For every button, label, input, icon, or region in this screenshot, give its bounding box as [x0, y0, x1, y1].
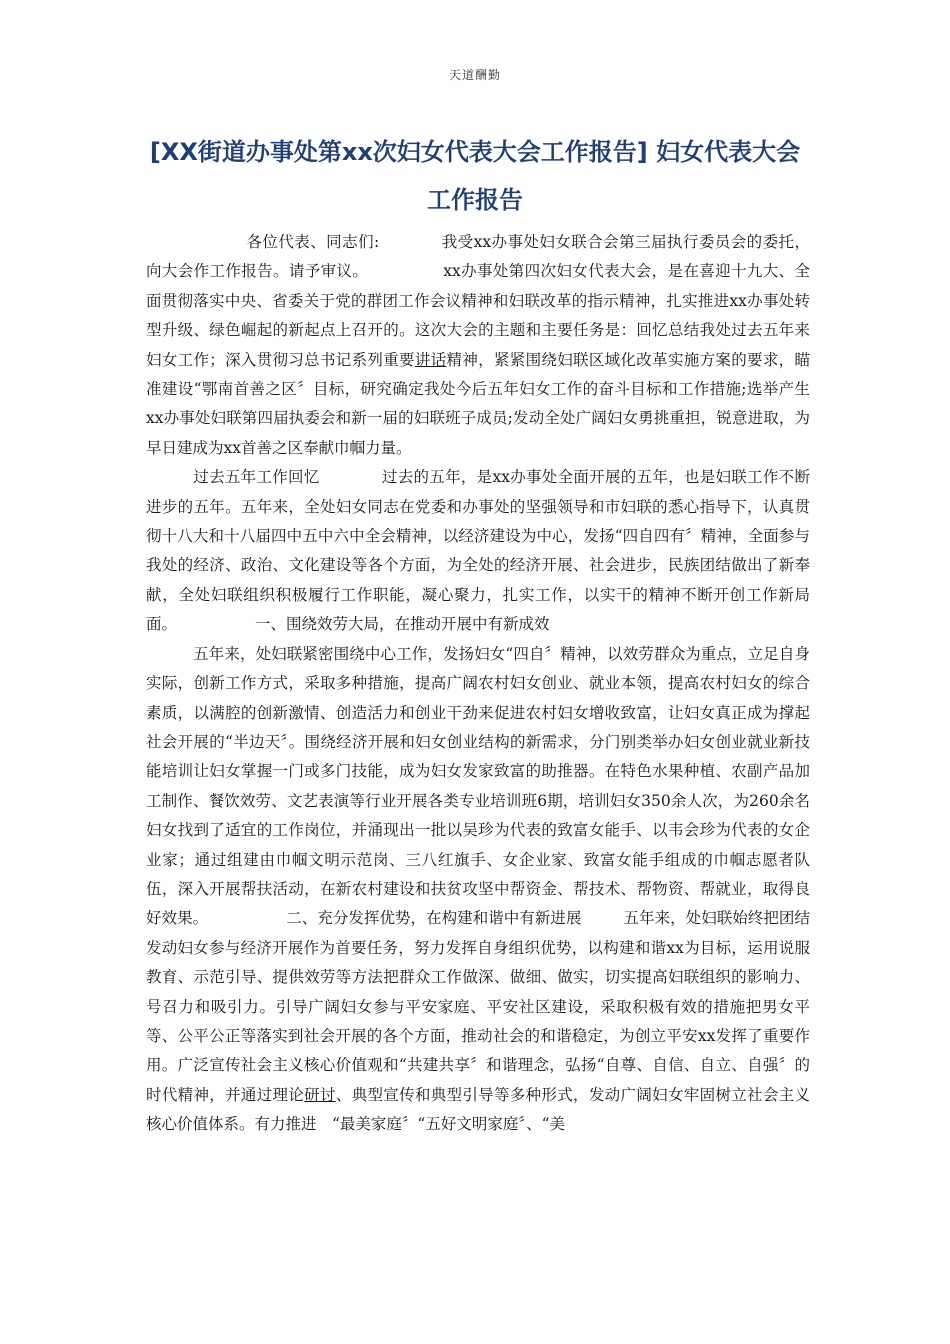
paragraph-4-text: 五年来，处妇联始终把团结发动妇女参与经济开展作为首要任务，努力发挥自身组织优势，以构建和谐xx为目标，运用说服教育、示范引导、提供效劳等方法把群众工作做深、做细、做实，切实提高妇联组织的影响力、号召力和吸引力。引导广阔妇女参与平安家庭、平安社区建设，采取积极有效的措施把男女平等、公平公正等落实到社会开展的各个方面，推动社会的和谐稳定，为创立平安xx发挥了重要作用。广泛宣传社会主义核心价值观和“共建共享〞和谐理念，弘扬“自尊、自信、自立、自强〞的时代精神，并通过理论 — [146, 909, 810, 1104]
section-heading-2: 二、充分发挥优势，在构建和谐中有新进展 — [286, 909, 582, 928]
paragraph-3 — [146, 640, 810, 1140]
document-title: [XX街道办事处第xx次妇女代表大会工作报告] 妇女代表大会工作报告 — [149, 138, 801, 214]
document-body — [146, 228, 810, 1140]
paragraph-1-main: xx办事处第四次妇女代表大会，是在喜迎十九大、全面贯彻落实中央、省委关于党的群团工作会议精神和妇联改革的指示精神，扎实推进xx办事处转型升级、绿色崛起的新起点上召开的。这次大会的主题和主要任务是：回忆总结我处过去五年来妇女工作；深入贯彻习总书记系列重要 — [146, 262, 810, 369]
section-heading-1: 一、围绕效劳大局，在推动开展中有新成效 — [255, 615, 550, 634]
paragraph-2-text: 过去的五年，是xx办事处全面开展的五年，也是妇联工作不断进步的五年。五年来，全处妇女同志在党委和办事处的坚强领导和市妇联的悉心指导下，认真贯彻十八大和十八届四中五中六中全会精神，以经济建设为中心，发扬“四自四有〞精神，全面参与我处的经济、政治、文化建设等各个方面，为全处的经济开展、社会进步，民族团结做出了新奉献，全处妇联组织积极履行工作职能，凝心聚力，扎实工作，以实干的精神不断开创工作新局面。 — [146, 468, 810, 634]
paragraph-1-intro: 我受xx办事处妇女联合会第三届执行委员会的委托，向大会作工作报告。请予审议。 — [146, 233, 810, 281]
paragraph-1-rest: 精神，紧紧围绕妇联区域化改革实施方案的要求，瞄准建设“鄂南首善之区〞目标，研究确定我处今后五年妇女工作的奋斗目标和工作措施;选举产生xx办事处妇联第四届执委会和新一届的妇联班子成员;发动全处广阔妇女勇挑重担，锐意进取，为早日建成为xx首善之区奉献巾帼力量。 — [146, 350, 810, 457]
paragraph-4-rest: 、典型宣传和典型引导等多种形式，发动广阔妇女牢固树立社会主义核心价值体系。有力推进 “最美家庭〞“五好文明家庭〞、“美 — [146, 1085, 810, 1134]
speech-link[interactable]: 讲话 — [414, 350, 447, 369]
paragraph-2 — [146, 463, 810, 639]
research-link[interactable]: 研讨 — [304, 1085, 336, 1104]
paragraph-1 — [146, 228, 810, 463]
section-heading-review: 过去五年工作回忆 — [193, 468, 320, 487]
page-header: 天道酬勤 — [448, 68, 501, 82]
paragraph-3-text: 五年来，处妇联紧密围绕中心工作，发扬妇女“四自〞精神，以效劳群众为重点，立足自身实际，创新工作方式，采取多种措施，提高广阔农村妇女创业、就业本领，提高农村妇女的综合素质，以满腔的创新激情、创造活力和创业干劲来促进农村妇女增收致富，让妇女真正成为撑起社会开展的“半边天〞。围绕经济开展和妇女创业结构的新需求，分门别类举办妇女创业就业新技能培训让妇女掌握一门或多门技能，成为妇女发家致富的助推器。在特色水果种植、农副产品加工制作、餐饮效劳、文艺表演等行业开展各类专业培训班6期，培训妇女350余人次，为260余名妇女找到了适宜的工作岗位，并涌现出一批以吴珍为代表的致富女能手、以韦会珍为代表的女企业家；通过组建由巾帼文明示范岗、三八红旗手、女企业家、致富女能手组成的巾帼志愿者队伍，深入开展帮扶活动，在新农村建设和扶贫攻坚中帮资金、帮技术、帮物资、帮就业，取得良好效果。 — [146, 644, 810, 928]
salutation: 各位代表、同志们: — [246, 233, 380, 251]
